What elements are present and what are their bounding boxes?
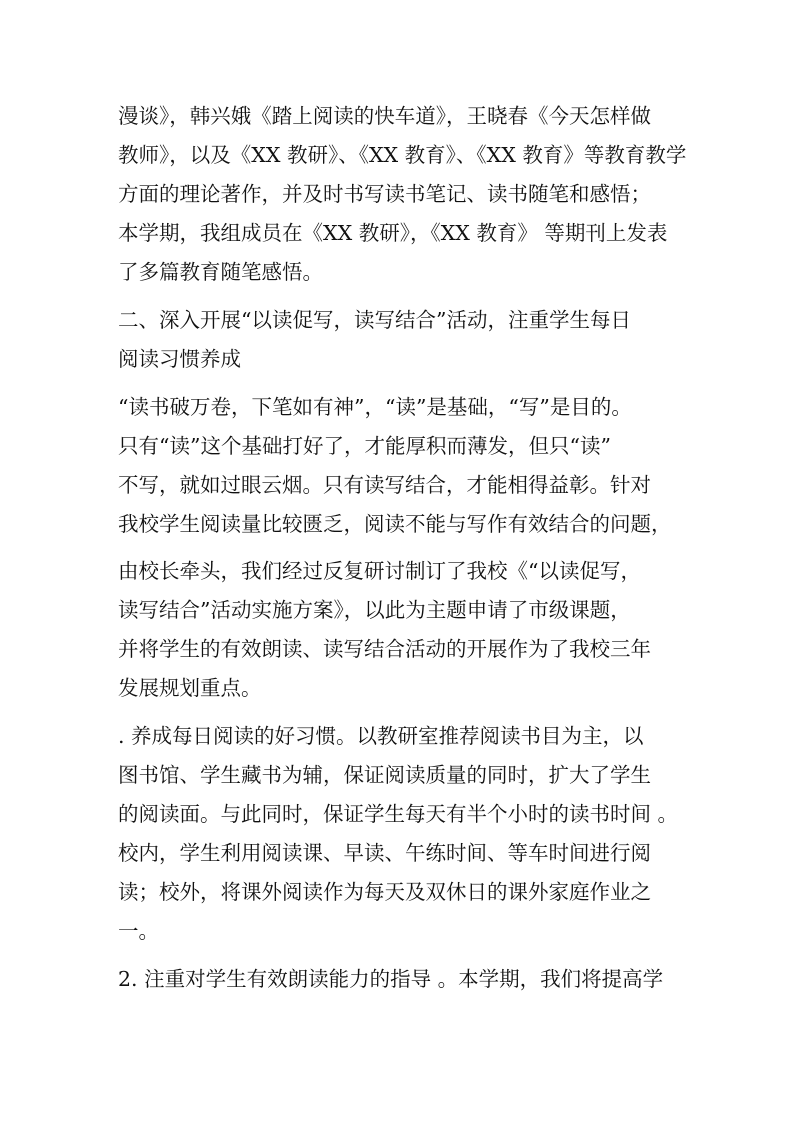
text-line: 校内，学生利用阅读课、早读、午练时间、等车时间进行阅 (118, 841, 651, 865)
text-line: 教师》，以及《XX 教研》、《XX 教育》、《XX 教育》等教育教学 (118, 143, 687, 167)
section-heading-line: 二、深入开展“以读促写，读写结合”活动，注重学生每日 (118, 308, 631, 332)
text-line: 一。 (118, 919, 159, 943)
text-line: 并将学生的有效朗读、读写结合活动的开展作为了我校三年 (118, 637, 651, 661)
text-line: 只有“读”这个基础打好了，才能厚积而薄发，但只“读” (118, 434, 611, 458)
text-line: 方面的理论著作，并及时书写读书笔记、读书随笔和感悟； (118, 182, 651, 206)
text-line: 发展规划重点。 (118, 676, 262, 700)
text-line: 漫谈》，韩兴娥《踏上阅读的快车道》，王晓春《今天怎样做 (118, 104, 651, 128)
text-line: 2. 注重对学生有效朗读能力的指导 。本学期，我们将提高学 (118, 967, 664, 991)
text-line: 读；校外，将课外阅读作为每天及双休日的课外家庭作业之 (118, 880, 651, 904)
text-line: 我校学生阅读量比较匮乏，阅读不能与写作有效结合的问题， (118, 512, 672, 536)
text-line: 读写结合”活动实施方案》，以此为主题申请了市级课题， (118, 598, 631, 622)
section-heading-line: 阅读习惯养成 (118, 347, 241, 371)
text-line: 图书馆、学生藏书为辅，保证阅读质量的同时，扩大了学生 (118, 763, 651, 787)
text-line: 不写，就如过眼云烟。只有读写结合，才能相得益彰。针对 (118, 473, 651, 497)
text-line: 本学期，我组成员在《XX 教研》，《XX 教育》 等期刊上发表 (118, 221, 668, 245)
text-line: 了多篇教育随笔感悟。 (118, 260, 323, 284)
text-line: 的阅读面。与此同时，保证学生每天有半个小时的读书时间 。 (118, 802, 679, 826)
text-line: 由校长牵头，我们经过反复研讨制订了我校《“以读促写， (118, 559, 641, 583)
text-line: . 养成每日阅读的好习惯。以教研室推荐阅读书目为主，以 (118, 724, 644, 748)
text-line: “读书破万卷，下笔如有神”，“读”是基础，“写”是目的。 (118, 395, 632, 419)
